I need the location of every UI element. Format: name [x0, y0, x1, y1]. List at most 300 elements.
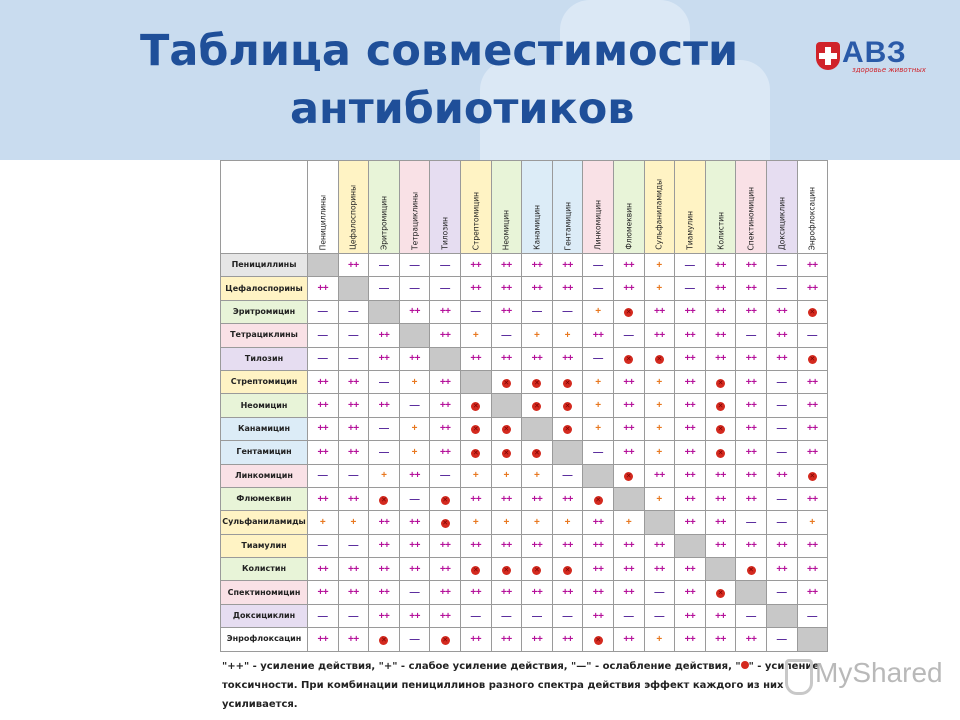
compat-cell: ++: [430, 581, 461, 604]
column-header: [613, 161, 644, 254]
toxicity-dot-icon: ✕: [381, 495, 387, 504]
compat-cell: ++: [399, 604, 430, 627]
column-header: [675, 161, 706, 254]
row-label: Пенициллины: [221, 254, 308, 277]
toxicity-dot-icon: ✕: [381, 635, 387, 644]
row-label: Канамицин: [221, 417, 308, 440]
column-header: [491, 161, 522, 254]
toxicity-cell: [522, 441, 553, 464]
toxicity-dot-icon: ✕: [717, 378, 724, 387]
compat-cell: ++: [644, 324, 675, 347]
toxicity-dot-icon: ✕: [472, 448, 479, 457]
column-header: [736, 161, 767, 254]
compat-cell: —: [338, 300, 369, 323]
table-row: [221, 604, 828, 627]
toxicity-dot-icon: ✕: [503, 378, 510, 387]
toxicity-dot-icon: ✕: [503, 448, 510, 457]
compat-cell: ++: [369, 324, 400, 347]
compat-cell: ++: [644, 558, 675, 581]
toxicity-cell: [522, 394, 553, 417]
compat-cell: —: [766, 487, 797, 510]
compat-cell: —: [766, 254, 797, 277]
compat-cell: ++: [369, 558, 400, 581]
compat-cell: —: [399, 581, 430, 604]
logo-tagline: здоровье животных: [852, 66, 926, 74]
row-label: Гентамицин: [221, 441, 308, 464]
compat-cell: —: [308, 534, 339, 557]
compat-cell: ++: [797, 417, 828, 440]
compat-cell: ++: [491, 628, 522, 651]
compat-cell: —: [766, 277, 797, 300]
row-label: Неомицин: [221, 394, 308, 417]
toxicity-dot-icon: ✕: [625, 355, 632, 364]
compat-cell: ++: [369, 394, 400, 417]
toxicity-cell: [430, 628, 461, 651]
compat-cell: ++: [460, 254, 491, 277]
table-row: [221, 370, 828, 393]
compat-cell: +: [491, 464, 522, 487]
toxicity-dot-icon: ✕: [564, 425, 571, 434]
compat-cell: +: [644, 277, 675, 300]
table-row: [221, 558, 828, 581]
compat-cell: ++: [705, 511, 736, 534]
compat-cell: ++: [338, 370, 369, 393]
compat-cell: ++: [736, 487, 767, 510]
row-label: Спектиномицин: [221, 581, 308, 604]
diagonal-cell: [460, 370, 491, 393]
compat-cell: ++: [583, 558, 614, 581]
toxicity-dot-icon: ✕: [534, 565, 540, 574]
compat-cell: +: [522, 511, 553, 534]
toxicity-cell: [491, 370, 522, 393]
column-header-label: Линкомицин: [593, 200, 603, 250]
toxicity-cell: [491, 558, 522, 581]
row-label: Сульфаниламиды: [221, 511, 308, 534]
compat-cell: —: [369, 370, 400, 393]
toxicity-dot-icon: ✕: [472, 565, 479, 574]
diagonal-cell: [552, 441, 583, 464]
compat-cell: ++: [705, 487, 736, 510]
compat-cell: ++: [552, 277, 583, 300]
compat-cell: ++: [522, 277, 553, 300]
compat-cell: —: [766, 511, 797, 534]
diagonal-cell: [675, 534, 706, 557]
column-header: [430, 161, 461, 254]
compat-cell: ++: [766, 534, 797, 557]
compat-cell: ++: [613, 558, 644, 581]
compat-cell: ++: [430, 441, 461, 464]
compat-cell: ++: [399, 347, 430, 370]
toxicity-dot-icon: ✕: [809, 472, 816, 481]
compat-cell: —: [338, 464, 369, 487]
diagonal-cell: [736, 581, 767, 604]
compat-cell: ++: [399, 558, 430, 581]
compat-cell: ++: [675, 487, 706, 510]
compat-cell: +: [399, 441, 430, 464]
toxicity-dot-icon: ✕: [472, 402, 479, 411]
compat-cell: ++: [675, 464, 706, 487]
diagonal-cell: [338, 277, 369, 300]
column-header-label: Сульфаниламиды: [654, 179, 664, 250]
compat-cell: ++: [460, 581, 491, 604]
toxicity-dot-icon: ✕: [656, 355, 663, 364]
compat-cell: —: [338, 534, 369, 557]
compat-cell: ++: [583, 534, 614, 557]
compat-cell: ++: [736, 534, 767, 557]
compat-cell: —: [583, 254, 614, 277]
toxicity-dot-icon: ✕: [717, 589, 724, 598]
compat-cell: ++: [460, 534, 491, 557]
toxicity-cell: [460, 394, 491, 417]
table-row: [221, 534, 828, 557]
compat-cell: +: [644, 487, 675, 510]
toxicity-cell: [797, 464, 828, 487]
compat-cell: ++: [613, 534, 644, 557]
column-header: [338, 161, 369, 254]
toxicity-cell: [613, 300, 644, 323]
row-label: Тиамулин: [221, 534, 308, 557]
myshared-shield-icon: [785, 659, 813, 695]
toxicity-dot-icon: ✕: [534, 448, 540, 457]
compat-cell: ++: [766, 558, 797, 581]
compat-cell: ++: [613, 581, 644, 604]
toxicity-cell: [369, 487, 400, 510]
column-header-label: Канамицин: [532, 205, 542, 250]
compat-cell: —: [338, 604, 369, 627]
compat-cell: ++: [675, 628, 706, 651]
compat-cell: —: [675, 254, 706, 277]
compat-cell: ++: [522, 347, 553, 370]
avz-logo: [812, 36, 926, 76]
compat-cell: ++: [675, 324, 706, 347]
table-row: [221, 581, 828, 604]
compat-cell: —: [675, 277, 706, 300]
table-row: [221, 394, 828, 417]
table-row: [221, 324, 828, 347]
compat-cell: ++: [736, 394, 767, 417]
compat-cell: ++: [766, 464, 797, 487]
column-header: [460, 161, 491, 254]
compat-cell: +: [369, 464, 400, 487]
compat-cell: ++: [308, 628, 339, 651]
compat-cell: ++: [675, 347, 706, 370]
compat-cell: ++: [705, 254, 736, 277]
table-row: [221, 628, 828, 651]
compat-cell: —: [308, 604, 339, 627]
toxicity-dot-icon: ✕: [625, 308, 632, 317]
compat-cell: ++: [736, 370, 767, 393]
compat-cell: ++: [338, 581, 369, 604]
compat-cell: ++: [675, 511, 706, 534]
compat-cell: ++: [308, 558, 339, 581]
compat-cell: ++: [797, 277, 828, 300]
compat-cell: ++: [552, 534, 583, 557]
compat-cell: ++: [522, 487, 553, 510]
compat-cell: —: [583, 441, 614, 464]
table-row: [221, 300, 828, 323]
compat-cell: +: [644, 370, 675, 393]
compat-cell: ++: [797, 254, 828, 277]
compat-cell: —: [766, 581, 797, 604]
toxicity-dot-icon: ✕: [534, 402, 540, 411]
compat-cell: ++: [338, 441, 369, 464]
compat-cell: ++: [491, 581, 522, 604]
compat-cell: ++: [736, 254, 767, 277]
compat-cell: ++: [430, 604, 461, 627]
compat-cell: —: [308, 300, 339, 323]
row-label: Стрептомицин: [221, 370, 308, 393]
compat-cell: —: [399, 254, 430, 277]
compat-cell: ++: [552, 628, 583, 651]
compat-cell: —: [522, 604, 553, 627]
compat-cell: ++: [613, 417, 644, 440]
table-row: [221, 441, 828, 464]
compat-cell: ++: [369, 581, 400, 604]
compat-cell: ++: [705, 324, 736, 347]
table-row: [221, 511, 828, 534]
diagonal-cell: [522, 417, 553, 440]
compat-cell: ++: [430, 370, 461, 393]
compat-cell: ++: [369, 347, 400, 370]
toxicity-dot-icon: ✕: [595, 495, 602, 504]
table-row: [221, 277, 828, 300]
toxicity-cell: [583, 487, 614, 510]
toxicity-cell: [491, 441, 522, 464]
compat-cell: ++: [460, 487, 491, 510]
compat-cell: ++: [369, 534, 400, 557]
table-row: [221, 254, 828, 277]
toxicity-dot-icon: ✕: [809, 308, 816, 317]
table-row: [221, 417, 828, 440]
compat-cell: —: [797, 604, 828, 627]
toxicity-cell: [583, 628, 614, 651]
column-header-label: Эритромицин: [379, 195, 389, 250]
compat-cell: ++: [766, 324, 797, 347]
toxicity-dot-icon: ✕: [809, 355, 816, 364]
toxicity-cell: [705, 581, 736, 604]
compat-cell: ++: [766, 347, 797, 370]
compat-cell: —: [430, 277, 461, 300]
toxicity-cell: [797, 347, 828, 370]
compat-cell: ++: [522, 581, 553, 604]
compat-cell: ++: [675, 417, 706, 440]
compat-cell: —: [369, 417, 400, 440]
toxicity-cell: [705, 394, 736, 417]
toxicity-cell: [460, 441, 491, 464]
diagonal-cell: [797, 628, 828, 651]
compat-cell: —: [613, 604, 644, 627]
compat-cell: —: [766, 441, 797, 464]
compat-cell: —: [552, 300, 583, 323]
row-label: Тетрациклины: [221, 324, 308, 347]
compat-cell: —: [766, 394, 797, 417]
compat-cell: —: [430, 464, 461, 487]
toxicity-dot-icon: ✕: [717, 425, 724, 434]
compat-cell: +: [460, 511, 491, 534]
compat-cell: ++: [308, 417, 339, 440]
compat-cell: —: [736, 511, 767, 534]
compat-cell: —: [308, 347, 339, 370]
compat-cell: ++: [797, 441, 828, 464]
column-header-label: Доксициклин: [777, 196, 787, 250]
compat-cell: —: [460, 604, 491, 627]
column-header: [583, 161, 614, 254]
column-header: [308, 161, 339, 254]
toxicity-cell: [460, 558, 491, 581]
toxicity-dot-icon: ✕: [564, 565, 571, 574]
toxicity-cell: [613, 464, 644, 487]
row-label: Флюмеквин: [221, 487, 308, 510]
diagonal-cell: [430, 347, 461, 370]
compat-cell: +: [460, 464, 491, 487]
column-header: [705, 161, 736, 254]
myshared-watermark: [785, 655, 943, 695]
compat-cell: —: [736, 604, 767, 627]
compat-cell: ++: [797, 370, 828, 393]
compat-cell: +: [399, 417, 430, 440]
toxicity-dot-icon: ✕: [717, 402, 724, 411]
shield-cross-icon: [816, 42, 840, 70]
compat-cell: ++: [797, 487, 828, 510]
compat-cell: ++: [491, 487, 522, 510]
compat-cell: ++: [338, 254, 369, 277]
compat-cell: +: [644, 394, 675, 417]
toxicity-dot-icon: ✕: [534, 378, 540, 387]
compat-cell: ++: [491, 254, 522, 277]
myshared-label: MyShared: [815, 657, 943, 688]
title-line-2: антибиотиков: [290, 84, 635, 134]
toxicity-cell: [552, 370, 583, 393]
toxicity-cell: [736, 558, 767, 581]
compat-cell: ++: [369, 511, 400, 534]
compat-cell: ++: [399, 534, 430, 557]
column-header-label: Тиамулин: [685, 211, 695, 250]
column-header-label: Флюмеквин: [624, 203, 634, 250]
compat-cell: —: [399, 487, 430, 510]
diagonal-cell: [766, 604, 797, 627]
toxicity-cell: [705, 441, 736, 464]
compat-cell: +: [613, 511, 644, 534]
compat-cell: +: [583, 370, 614, 393]
compat-cell: ++: [613, 394, 644, 417]
compat-cell: ++: [308, 370, 339, 393]
column-header: [766, 161, 797, 254]
compat-cell: ++: [797, 581, 828, 604]
compat-cell: ++: [430, 534, 461, 557]
compat-cell: ++: [338, 487, 369, 510]
compat-cell: ++: [430, 417, 461, 440]
compat-cell: ++: [613, 277, 644, 300]
compat-cell: —: [460, 300, 491, 323]
compat-cell: —: [552, 604, 583, 627]
compat-cell: ++: [583, 604, 614, 627]
compat-cell: +: [644, 254, 675, 277]
column-header-label: Энрофлоксацин: [807, 186, 817, 250]
compat-cell: —: [766, 628, 797, 651]
column-header-label: Гентамицин: [563, 201, 573, 250]
column-header-label: Спектиномицин: [746, 186, 756, 250]
toxicity-dot-icon: ✕: [625, 472, 632, 481]
compat-cell: ++: [491, 300, 522, 323]
compat-cell: —: [522, 300, 553, 323]
column-header: [369, 161, 400, 254]
compat-cell: ++: [766, 300, 797, 323]
toxicity-cell: [644, 347, 675, 370]
compat-cell: ++: [675, 394, 706, 417]
compat-cell: ++: [736, 277, 767, 300]
toxicity-cell: [430, 487, 461, 510]
compat-cell: ++: [430, 394, 461, 417]
compat-cell: ++: [705, 464, 736, 487]
compat-cell: ++: [399, 464, 430, 487]
compat-cell: ++: [491, 534, 522, 557]
toxicity-dot-icon: ✕: [717, 448, 724, 457]
toxicity-cell: [797, 300, 828, 323]
row-label: Колистин: [221, 558, 308, 581]
compat-cell: —: [552, 464, 583, 487]
compat-cell: ++: [399, 511, 430, 534]
legend-part-2: " - усиление токсичности. При комбинации пенициллинов разного спектра действия эффект каждого из них усиливается.: [222, 661, 820, 710]
row-label: Эритромицин: [221, 300, 308, 323]
compat-cell: ++: [675, 581, 706, 604]
page-title: [140, 22, 840, 138]
compat-cell: —: [766, 417, 797, 440]
header-banner: [0, 0, 960, 160]
compat-cell: ++: [522, 534, 553, 557]
row-label: Энрофлоксацин: [221, 628, 308, 651]
toxicity-cell: [705, 370, 736, 393]
compat-cell: ++: [736, 347, 767, 370]
compat-cell: —: [491, 324, 522, 347]
column-header-label: Тетрациклины: [410, 192, 420, 250]
compat-cell: —: [338, 324, 369, 347]
compat-cell: +: [338, 511, 369, 534]
compat-cell: ++: [736, 628, 767, 651]
column-header: [644, 161, 675, 254]
compat-cell: —: [644, 581, 675, 604]
table-row: [221, 347, 828, 370]
compat-cell: +: [491, 511, 522, 534]
compat-cell: ++: [552, 347, 583, 370]
compat-cell: —: [399, 394, 430, 417]
compat-cell: —: [430, 254, 461, 277]
compat-cell: ++: [552, 254, 583, 277]
table-row: [221, 487, 828, 510]
compat-cell: —: [583, 347, 614, 370]
compat-cell: ++: [399, 300, 430, 323]
compat-cell: —: [399, 628, 430, 651]
compat-cell: ++: [736, 417, 767, 440]
compat-cell: ++: [522, 628, 553, 651]
compatibility-table: [220, 160, 828, 652]
toxicity-dot-icon: [741, 661, 749, 669]
compat-cell: ++: [736, 300, 767, 323]
compat-cell: ++: [705, 277, 736, 300]
table-corner-cell: [221, 161, 308, 254]
legend-text: [222, 657, 822, 714]
compat-cell: +: [797, 511, 828, 534]
row-label: Цефалоспорины: [221, 277, 308, 300]
compat-cell: ++: [583, 511, 614, 534]
column-header-label: Пенициллины: [318, 194, 328, 250]
toxicity-cell: [430, 511, 461, 534]
compat-cell: ++: [797, 394, 828, 417]
compat-cell: —: [613, 324, 644, 347]
compat-cell: ++: [675, 604, 706, 627]
compat-cell: ++: [644, 464, 675, 487]
compat-cell: ++: [675, 558, 706, 581]
compat-cell: ++: [338, 417, 369, 440]
